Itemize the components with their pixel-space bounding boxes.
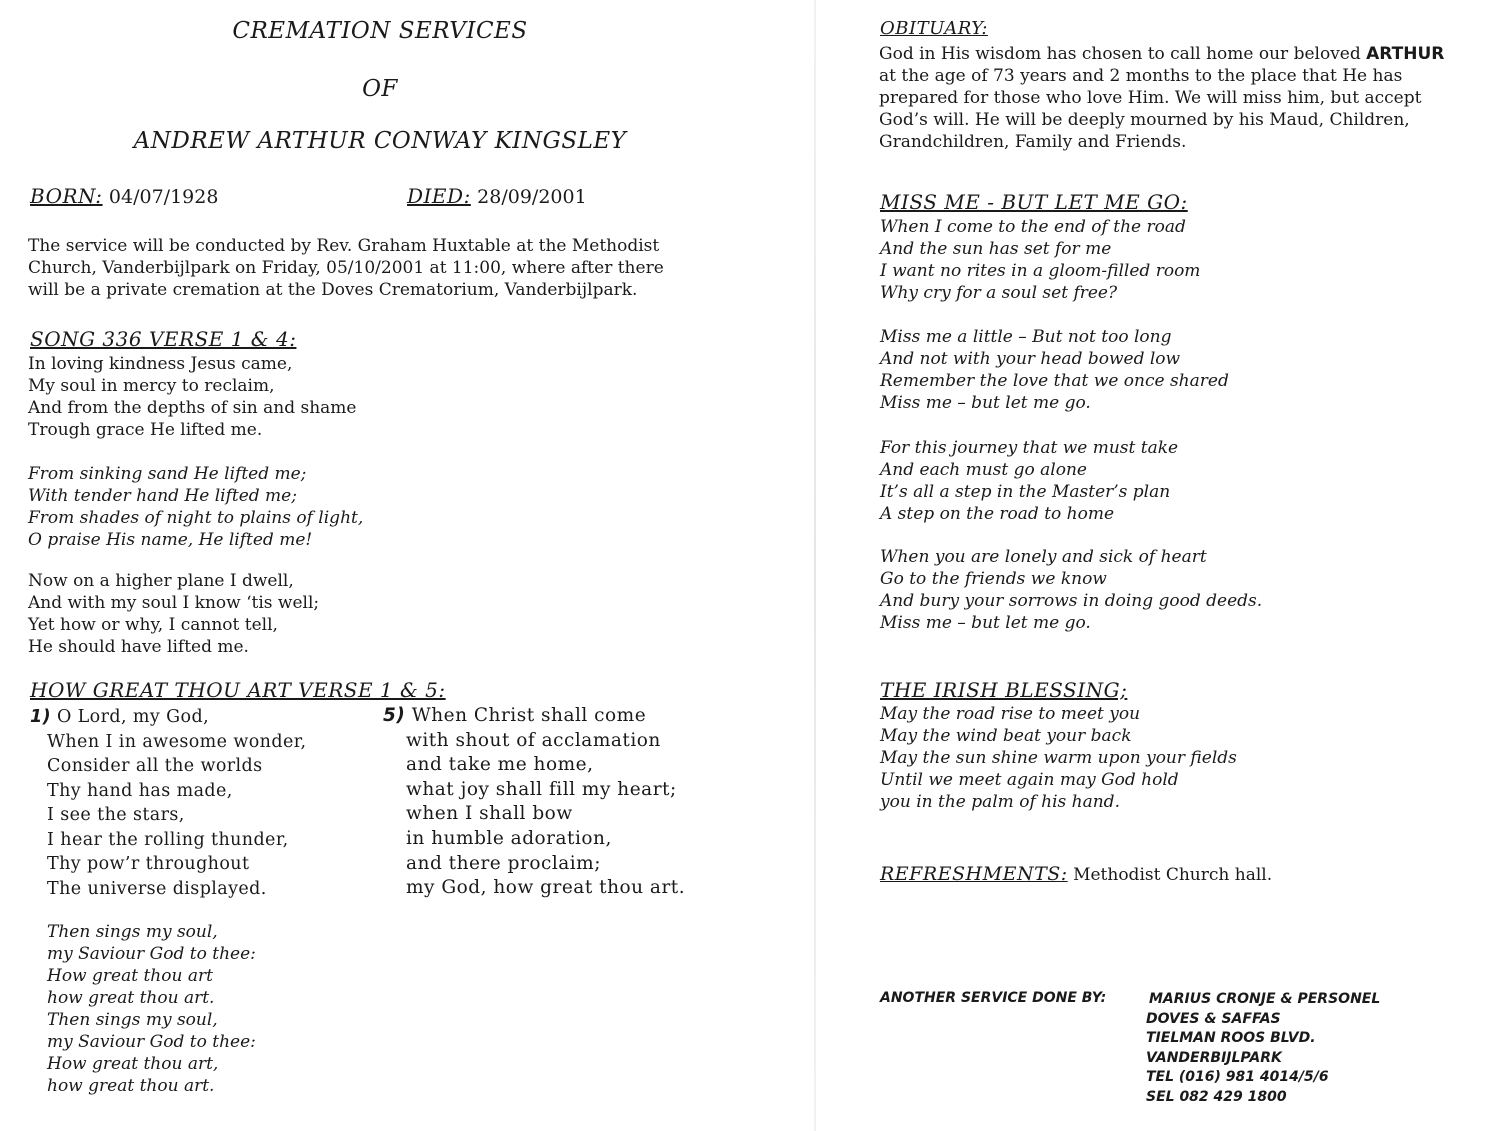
missme-stanza-4 [880,546,1262,634]
blessing-line: May the wind beat your back [880,726,1132,746]
lyric-line: From sinking sand He lifted me; [28,464,307,484]
song336-verse1 [28,353,356,441]
lyric-line: In loving kindness Jesus came, [28,354,293,374]
missme-heading: MISS ME - BUT LET ME GO: [880,190,1188,214]
obituary-line: at the age of 73 years and 2 months to the place that He has [879,66,1403,86]
footer-line: DOVES & SAFFAS [1146,1010,1281,1027]
born-label: BORN: [30,184,103,208]
poem-line: A step on the road to home [880,504,1115,524]
died-label: DIED: [407,184,471,208]
poem-line: Go to the friends we know [880,569,1107,589]
irish-heading: THE IRISH BLESSING; [880,678,1128,702]
missme-stanza-3 [880,437,1178,525]
obituary-text: God in His wisdom has chosen to call home our beloved [879,44,1367,64]
poem-line: For this journey that we must take [880,438,1179,458]
poem-line: And bury your sorrows in doing good deeds. [880,591,1263,611]
lyric-line: O Lord, my God, [56,707,210,727]
footer-details [1146,990,1380,1107]
lyric-line: How great thou art, [47,1054,219,1074]
poem-line: Why cry for a soul set free? [880,283,1118,303]
lyric-line: When I in awesome wonder, [47,731,307,752]
refreshments-row [880,863,1272,885]
poem-line: I want no rites in a gloom-filled room [880,261,1201,281]
died-row [407,184,587,208]
irish-blessing [880,703,1237,813]
blessing-line: May the road rise to meet you [880,704,1141,724]
lyric-line: Yet how or why, I cannot tell, [28,615,278,635]
lyric-line: how great thou art. [47,1076,215,1096]
obituary-name: ARTHUR [1366,44,1445,64]
lyric-line: From shades of night to plains of light, [28,508,364,528]
poem-line: And the sun has set for me [880,239,1112,259]
howgreat-refrain [47,921,256,1097]
poem-line: Remember the love that we once shared [880,371,1229,391]
footer-line: VANDERBIJLPARK [1146,1049,1282,1066]
footer-line: SEL 082 429 1800 [1146,1088,1287,1105]
title-line1: CREMATION SERVICES [232,18,528,44]
lyric-line: with shout of acclamation [406,729,661,751]
service-line: The service will be conducted by Rev. Graham Huxtable at the Methodist [28,236,660,256]
service-line: will be a private cremation at the Doves Crematorium, Vanderbijlpark. [28,280,638,300]
song336-verse4 [28,570,319,658]
lyric-line: I see the stars, [47,805,185,825]
lyric-line: Thy pow’r throughout [47,854,250,874]
lyric-line: Then sings my soul, [47,1010,218,1030]
lyric-line: what joy shall fill my heart; [406,778,677,800]
song336-heading: SONG 336 VERSE 1 & 4: [30,327,297,351]
poem-line: When I come to the end of the road [880,217,1186,237]
song336-chorus [28,463,363,551]
poem-line: Miss me – but let me go. [880,393,1091,413]
lyric-line: Thy hand has made, [47,780,233,801]
lyric-line: and there proclaim; [406,852,601,874]
lyric-line: my Saviour God to thee: [47,1032,256,1052]
lyric-line: And with my soul I know ‘tis well; [28,593,320,613]
poem-line: When you are lonely and sick of heart [880,547,1207,567]
lyric-line: and take me home, [406,754,594,776]
born-row [30,184,218,208]
lyric-line: Consider all the worlds [47,756,263,776]
lyric-line: my God, how great thou art. [406,877,686,899]
missme-stanza-2 [880,326,1229,414]
obituary-line: prepared for those who love Him. We will miss him, but accept [879,88,1422,108]
title-line3: ANDREW ARTHUR CONWAY KINGSLEY [133,128,627,154]
footer-line: MARIUS CRONJE & PERSONEL [1149,991,1381,1007]
poem-line: Miss me a little – But not too long [880,327,1172,347]
howgreat-heading: HOW GREAT THOU ART VERSE 1 & 5: [30,678,446,702]
howgreat-verse5 [383,704,685,901]
lyric-line: He should have lifted me. [28,637,249,657]
poem-line: And each must go alone [880,460,1087,480]
verse5-number: 5) [383,705,406,726]
obituary-heading: OBITUARY: [880,18,988,39]
lyric-line: when I shall bow [406,803,573,825]
verse1-number: 1) [30,707,51,727]
obituary-line: God’s will. He will be deeply mourned by his Maud, Children, [879,110,1410,130]
title-line2: OF [362,76,398,102]
page-fold [814,0,816,1131]
lyric-line: I hear the rolling thunder, [47,829,289,850]
lyric-line: my Saviour God to thee: [47,944,256,964]
footer-label: ANOTHER SERVICE DONE BY: [880,990,1107,1006]
footer-line: TIELMAN ROOS BLVD. [1146,1030,1316,1046]
service-line: Church, Vanderbijlpark on Friday, 05/10/2001 at 11:00, where after there [28,258,664,278]
poem-line: And not with your head bowed low [880,349,1181,369]
lyric-line: how great thou art. [47,988,215,1008]
lyric-line: O praise His name, He lifted me! [28,530,313,550]
obituary-paragraph [879,43,1444,153]
lyric-line: And from the depths of sin and shame [28,398,357,418]
blessing-line: May the sun shine warm upon your fields [880,748,1237,768]
died-value: 28/09/2001 [477,186,587,208]
footer-line: TEL (016) 981 4014/5/6 [1146,1069,1329,1085]
lyric-line: With tender hand He lifted me; [28,486,297,506]
lyric-line: My soul in mercy to reclaim, [28,376,275,396]
lyric-line: Now on a higher plane I dwell, [28,571,294,591]
blessing-line: Until we meet again may God hold [880,770,1179,790]
howgreat-verse1 [30,705,307,901]
lyric-line: The universe displayed. [47,878,267,899]
obituary-line: Grandchildren, Family and Friends. [879,132,1187,152]
poem-line: Miss me – but let me go. [880,613,1091,633]
missme-stanza-1 [880,216,1200,304]
lyric-line: in humble adoration, [406,827,612,849]
poem-line: It’s all a step in the Master’s plan [880,482,1171,502]
service-paragraph [28,235,664,301]
born-value: 04/07/1928 [108,186,219,208]
lyric-line: Trough grace He lifted me. [28,420,263,440]
refreshments-value: Methodist Church hall. [1073,865,1273,885]
refreshments-label: REFRESHMENTS: [880,863,1068,885]
lyric-line: How great thou art [47,966,213,986]
lyric-line: When Christ shall come [411,705,647,726]
lyric-line: Then sings my soul, [47,922,218,942]
blessing-line: you in the palm of his hand. [880,792,1120,812]
